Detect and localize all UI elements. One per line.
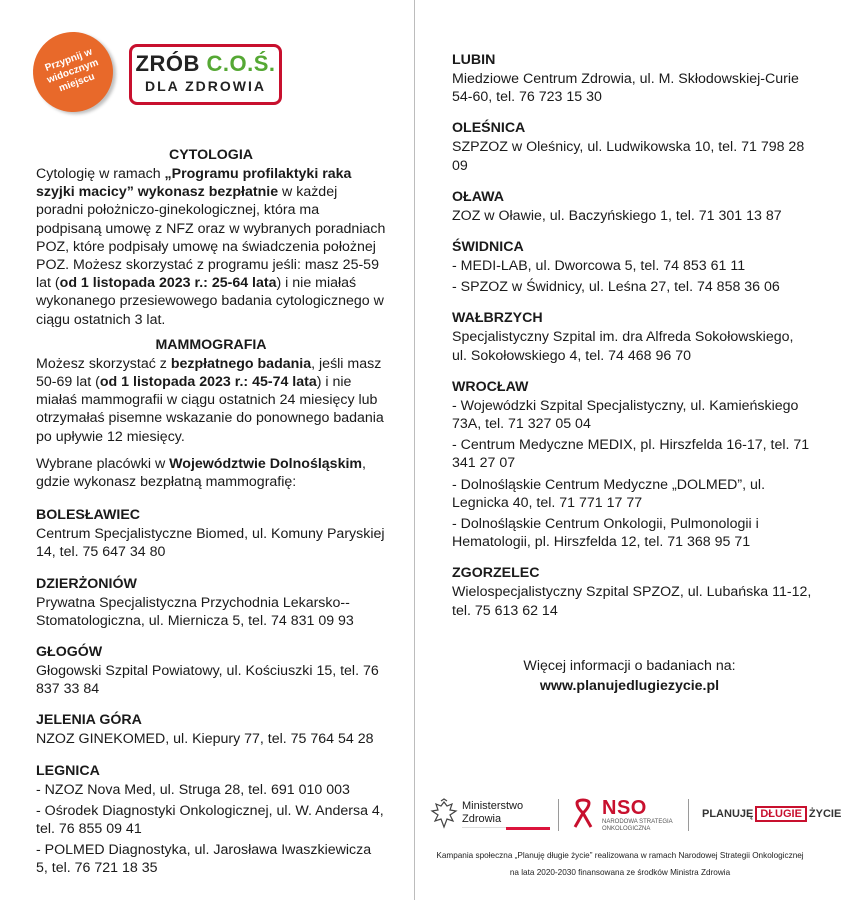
facility-entry: - Wojewódzki Szpital Specjalistyczny, ul. Kamieńskiego 73A, tel. 71 327 05 04 [452,397,799,433]
plan-logo-a: PLANUJĘ [702,808,754,820]
cytology-title: CYTOLOGIA [168,147,254,163]
right-column [452,51,812,620]
facility-entry: Głogowski Szpital Powiatowy, ul. Kościuszki 15, tel. 76 837 33 84 [36,663,379,698]
footer-note-line2: na lata 2020-2030 finansowana ze środków Ministra Zdrowia [509,868,731,877]
sponsor-logos [430,797,841,833]
city-block [36,711,386,748]
facility-entry: Miedziowe Centrum Zdrowia, ul. M. Skłodowskiej-Curie 54-60, tel. 76 723 15 30 [452,71,799,106]
logo-separator-2 [688,799,689,831]
mammography-title: MAMMOGRAFIA [155,336,267,353]
more-info [452,656,807,696]
polish-eagle-emblem-icon [430,799,458,831]
facility-entry: - NZOZ Nova Med, ul. Struga 28, tel. 691 010 003 [36,781,350,798]
cytology-text-e: ) i nie miałaś wykonanego przesiewowego badania cytologicznego w ciągu ostatnich 3 lat. [36,275,384,328]
flag-white-bar [462,827,506,831]
city-block [452,51,812,106]
city-name: WROCŁAW [452,378,529,395]
city-block [36,506,386,561]
city-block [452,309,812,364]
mammography-paragraph [36,355,386,446]
logo-separator-1 [558,799,559,831]
footer-note [420,847,820,881]
facility-entry: - MEDI-LAB, ul. Dworcowa 5, tel. 74 853 61 11 [452,258,746,275]
logo-line2: DLA ZDROWIA [144,78,267,94]
cytology-text-c: w każdej poradni położniczo-ginekologicznej, która ma podpisaną umowę z NFZ oraz w wybranych poradniach POZ, które podpisały umowę na świadczenia położnej POZ. Możesz skorzystać z programu jeśli: masz 25-59 lat ( [36,184,386,292]
flag-red-bar [506,827,550,830]
cytology-paragraph [36,165,386,329]
facilities-intro-c: , gdzie wykonasz bezpłatną mammografię: [36,455,366,491]
facility-entry: - Dolnośląskie Centrum Onkologii, Pulmonologii i Hematologii, pl. Hirszfelda 12, tel. 71 368 95 71 [452,516,759,551]
facility-entry: Centrum Specjalistyczne Biomed, ul. Komuny Paryskiej 14, tel. 75 647 34 80 [36,526,385,561]
left-city-list [36,506,386,877]
city-block [452,238,812,296]
plan-logo-c: ŻYCIE [808,808,841,820]
ministry-line2: Zdrowia [462,813,502,825]
city-block [452,564,812,619]
facility-entry: Specjalistyczny Szpital im. dra Alfreda Sokołowskiego, ul. Sokołowskiego 4, tel. 74 468 96 70 [452,329,794,364]
cytology-text-b: „Programu profilaktyki raka szyjki macicy” wykonasz bezpłatnie [36,166,352,201]
facility-entry: - Centrum Medyczne MEDIX, pl. Hirszfelda 16-17, tel. 71 341 27 07 [452,437,810,472]
city-block [452,378,812,552]
logo-word2: C.O.Ś. [206,51,276,76]
mammo-text-d: od 1 listopada 2023 r.: 45-74 lata [99,374,317,391]
city-name: LEGNICA [36,762,100,779]
facilities-intro-b: Województwie Dolnośląskim [169,455,363,472]
mammo-text-e: ) i nie miałaś mammografii w ciągu ostatnich 24 miesięcy lub otrzymałaś pisemne wskazanie do ponownego badania po upływie 12 miesięcy. [36,374,384,445]
city-block [36,643,386,698]
more-info-text: Więcej informacji o badaniach na: [523,658,736,674]
cytology-text-a: Cytologię w ramach [36,166,165,182]
mammo-text-b: bezpłatnego badania [170,355,312,372]
left-column [36,0,386,878]
facilities-intro [36,455,386,491]
city-name: OLEŚNICA [452,120,526,137]
facility-entry: NZOZ GINEKOMED, ul. Kiepury 77, tel. 75 764 54 28 [36,731,374,748]
plan-logo-b: DŁUGIE [755,806,807,822]
facility-entry: - POLMED Diagnostyka, ul. Jarosława Iwaszkiewicza 5, tel. 76 721 18 35 [36,842,372,877]
nso-title: NSO [602,797,647,819]
ministry-name [462,800,523,826]
city-name: BOLESŁAWIEC [36,507,141,524]
city-name: JELENIA GÓRA [36,712,142,729]
plan-logo [702,806,841,822]
city-block [36,762,386,878]
mammo-text-a: Możesz skorzystać z [36,355,171,372]
nso-subtitle: NARODOWA STRATEGIA ONKOLOGICZNA [602,819,673,832]
city-block [452,188,812,225]
facility-entry: ZOZ w Oławie, ul. Baczyńskiego 1, tel. 71 301 13 87 [452,207,782,224]
page-fold-divider [414,0,415,900]
mammo-text-c: , jeśli masz 50-69 lat ( [36,355,382,391]
pin-sticker-text: Przypnij w widocznym miejscu [43,46,101,95]
logo-word1: ZRÓB [135,51,200,76]
city-name: DZIERŻONIÓW [36,575,137,592]
city-name: LUBIN [452,52,496,68]
facility-entry: Prywatna Specjalistyczna Przychodnia Lekarsko--Stomatologiczna, ul. Miernicza 5, tel. 74 831 09 93 [36,594,354,629]
city-name: GŁOGÓW [36,644,103,661]
nso-ribbon-icon [568,799,598,829]
footer-note-line1: Kampania społeczna „Planuję długie życie” realizowana w ramach Narodowej Strategii Onkologicznej [436,851,804,860]
facility-entry: - Ośrodek Diagnostyki Onkologicznej, ul. W. Andersa 4, tel. 76 855 09 41 [36,802,384,838]
city-name: ŚWIDNICA [452,239,524,256]
facilities-intro-a: Wybrane placówki w [36,455,170,472]
ministry-line1: Ministerstwo [462,800,524,812]
city-block [452,119,812,174]
city-name: OŁAWA [452,188,505,205]
website-link[interactable]: www.planujedlugiezycie.pl [539,678,720,694]
right-city-list [452,51,812,620]
city-name: ZGORZELEC [452,565,540,582]
facility-entry: Wielospecjalistyczny Szpital SPZOZ, ul. Lubańska 11-12, tel. 75 613 62 14 [452,584,812,619]
city-block [36,575,386,630]
facility-entry: - SPZOZ w Świdnicy, ul. Leśna 27, tel. 74 858 36 06 [452,279,780,296]
facility-entry: SZPZOZ w Oleśnicy, ul. Ludwikowska 10, tel. 71 798 28 09 [452,139,805,174]
facility-entry: - Dolnośląskie Centrum Medyczne „DOLMED”, ul. Legnicka 40, tel. 71 771 17 77 [452,476,766,511]
city-name: WAŁBRZYCH [452,310,543,327]
cytology-text-d: od 1 listopada 2023 r.: 25-64 lata [59,275,277,292]
